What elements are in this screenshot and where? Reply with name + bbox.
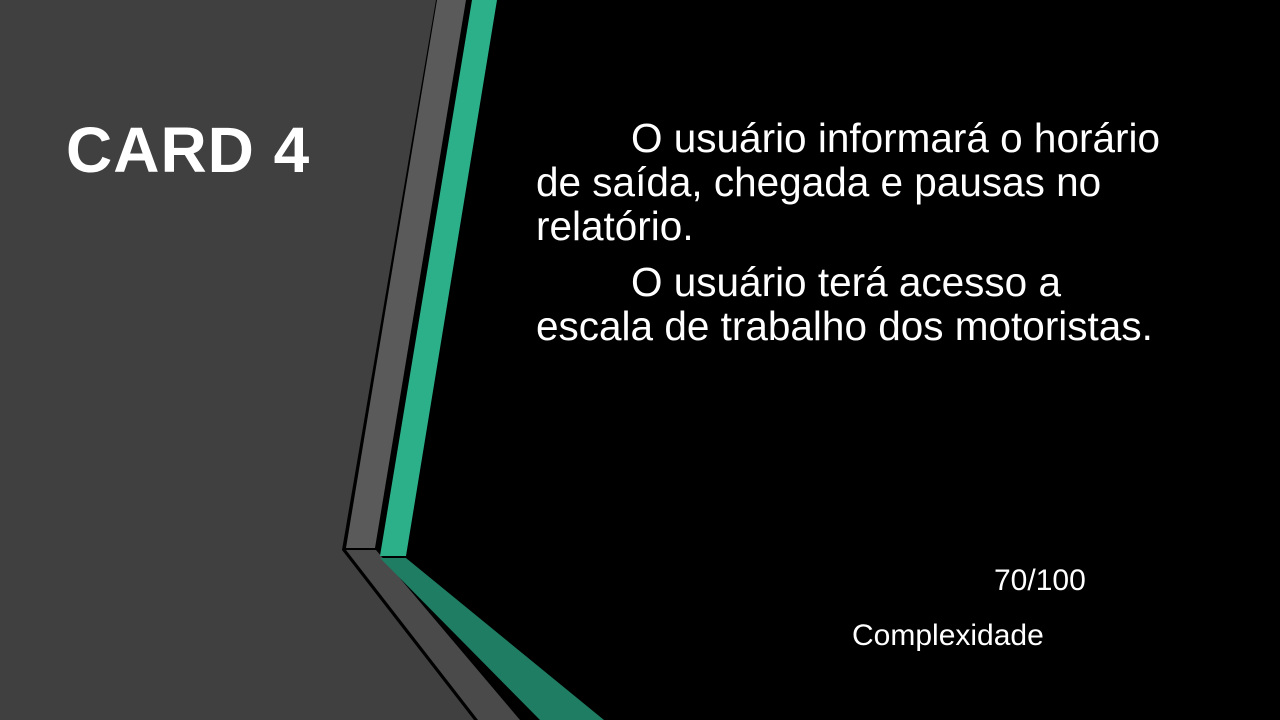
slide-title: CARD 4: [66, 114, 311, 186]
body-text: [536, 116, 1176, 360]
paragraph-1: O usuário informará o horário de saída, chegada e pausas no relatório.: [536, 115, 1160, 249]
complexity-label: Complexidade: [852, 619, 1044, 652]
complexity-score: 70/100: [994, 564, 1086, 597]
paragraph-2: O usuário terá acesso a escala de trabalho dos motoristas.: [536, 259, 1153, 349]
